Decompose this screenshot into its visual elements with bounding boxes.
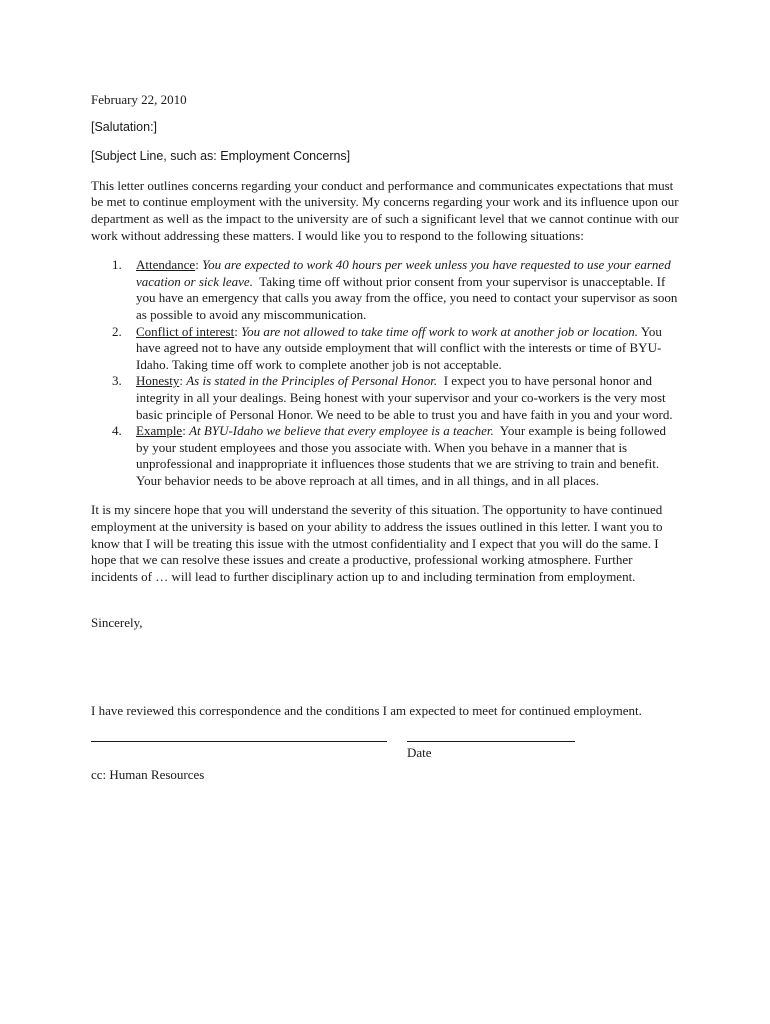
acknowledgement-statement: I have reviewed this correspondence and the conditions I am expected to meet for continued employment.: [91, 703, 642, 719]
date-line: [407, 741, 575, 742]
list-item-detail: Taking time off without prior consent from your supervisor is unacceptable. If you have an emergency that calls you away from the office, you need to contact your supervisor as soon as possible to avoid any miscommunication.: [136, 273, 678, 322]
list-item-number: 1.: [112, 257, 122, 273]
list-item: 4. Example: At BYU-Idaho we believe that every employee is a teacher. Your example is being followed by your student employees and those you associate with. When you behave in a manner that is unprofessional and inappropriate it influences those students that we are striving to train and benefit. Your behavior needs to be above reproach at all times, and in all things, and in all places.: [112, 423, 667, 488]
list-item-detail: Your example is being followed by your student employees and those you associate with. When you behave in a manner that is unprofessional and inappropriate it influences those students that we are striving to train and benefit. Your behavior needs to be above reproach at all times, and in all things, and in all places.: [136, 423, 667, 488]
list-item-expectation: At BYU-Idaho we believe that every employee is a teacher.: [189, 423, 494, 439]
date-label: Date: [407, 744, 432, 760]
list-item: 3. Honesty: As is stated in the Principles of Personal Honor. I expect you to have personal honor and integrity in all your dealings. Being honest with your supervisor and your co-workers is the very most basic principle of Personal Honor. We need to be able to trust you and have faith in you and your word.: [112, 373, 673, 422]
list-item-expectation: You are expected to work 40 hours per week unless you have requested to use your earned vacation or sick leave.: [136, 257, 671, 289]
list-item-detail: You have agreed not to have any outside employment that will conflict with the interests or time of BYU-Idaho. Taking time off work to complete another job is not acceptable.: [136, 323, 662, 372]
letter-page: [91, 92, 681, 783]
intro-paragraph: This letter outlines concerns regarding your conduct and performance and communicates expectations that must be met to continue employment with the university. My concerns regarding your work and its influence upon our department as well as the impact to the university are of such a significant level that we cannot continue with our work without addressing these matters. I would like you to respond to the following situations:: [91, 177, 679, 243]
signature-row: [91, 730, 681, 764]
list-item-heading: Conflict of interest: [136, 323, 235, 339]
list-item: 1. Attendance: You are expected to work 40 hours per week unless you have requested to use your earned vacation or sick leave. Taking time off without prior consent from your supervisor is unacceptable. If you have an emergency that calls you away from the office, you need to contact your supervisor as soon as possible to avoid any miscommunication.: [112, 257, 678, 322]
signature-line: [91, 741, 387, 742]
cc-line: cc: Human Resources: [91, 766, 205, 782]
situations-list: [91, 257, 681, 489]
list-item-heading: Honesty: [136, 373, 180, 389]
list-item-number: 4.: [112, 423, 122, 439]
subject-line-placeholder: [Subject Line, such as: Employment Concerns]: [91, 149, 351, 164]
letter-date: February 22, 2010: [91, 92, 187, 107]
list-item-number: 2.: [112, 323, 122, 339]
list-item-heading: Attendance: [136, 257, 196, 273]
list-item-detail: I expect you to have personal honor and integrity in all your dealings. Being honest with your supervisor and your co-workers is the very most basic principle of Personal Honor. We need to be able to trust you and have faith in you and your word.: [136, 373, 673, 422]
salutation-placeholder: [Salutation:]: [91, 119, 158, 134]
list-item: 2. Conflict of interest: You are not allowed to take time off work to work at another job or location. You have agreed not to have any outside employment that will conflict with the interests or time of BYU-Idaho. Taking time off work to complete another job is not acceptable.: [112, 323, 662, 372]
list-item-expectation: As is stated in the Principles of Personal Honor.: [186, 373, 438, 389]
body-paragraph: It is my sincere hope that you will understand the severity of this situation. The opportunity to have continued employment at the university is based on your ability to address the issues outlined in this letter. I want you to know that I will be treating this issue with the utmost confidentiality and I expect that you will do the same. I hope that we can resolve these issues and create a productive, professional working atmosphere. Further incidents of … will lead to further disciplinary action up to and including termination from employment.: [91, 502, 663, 584]
list-item-expectation: You are not allowed to take time off work to work at another job or location.: [241, 323, 639, 339]
list-item-heading: Example: [136, 423, 183, 439]
list-item-number: 3.: [112, 373, 122, 389]
closing: Sincerely,: [91, 615, 143, 631]
